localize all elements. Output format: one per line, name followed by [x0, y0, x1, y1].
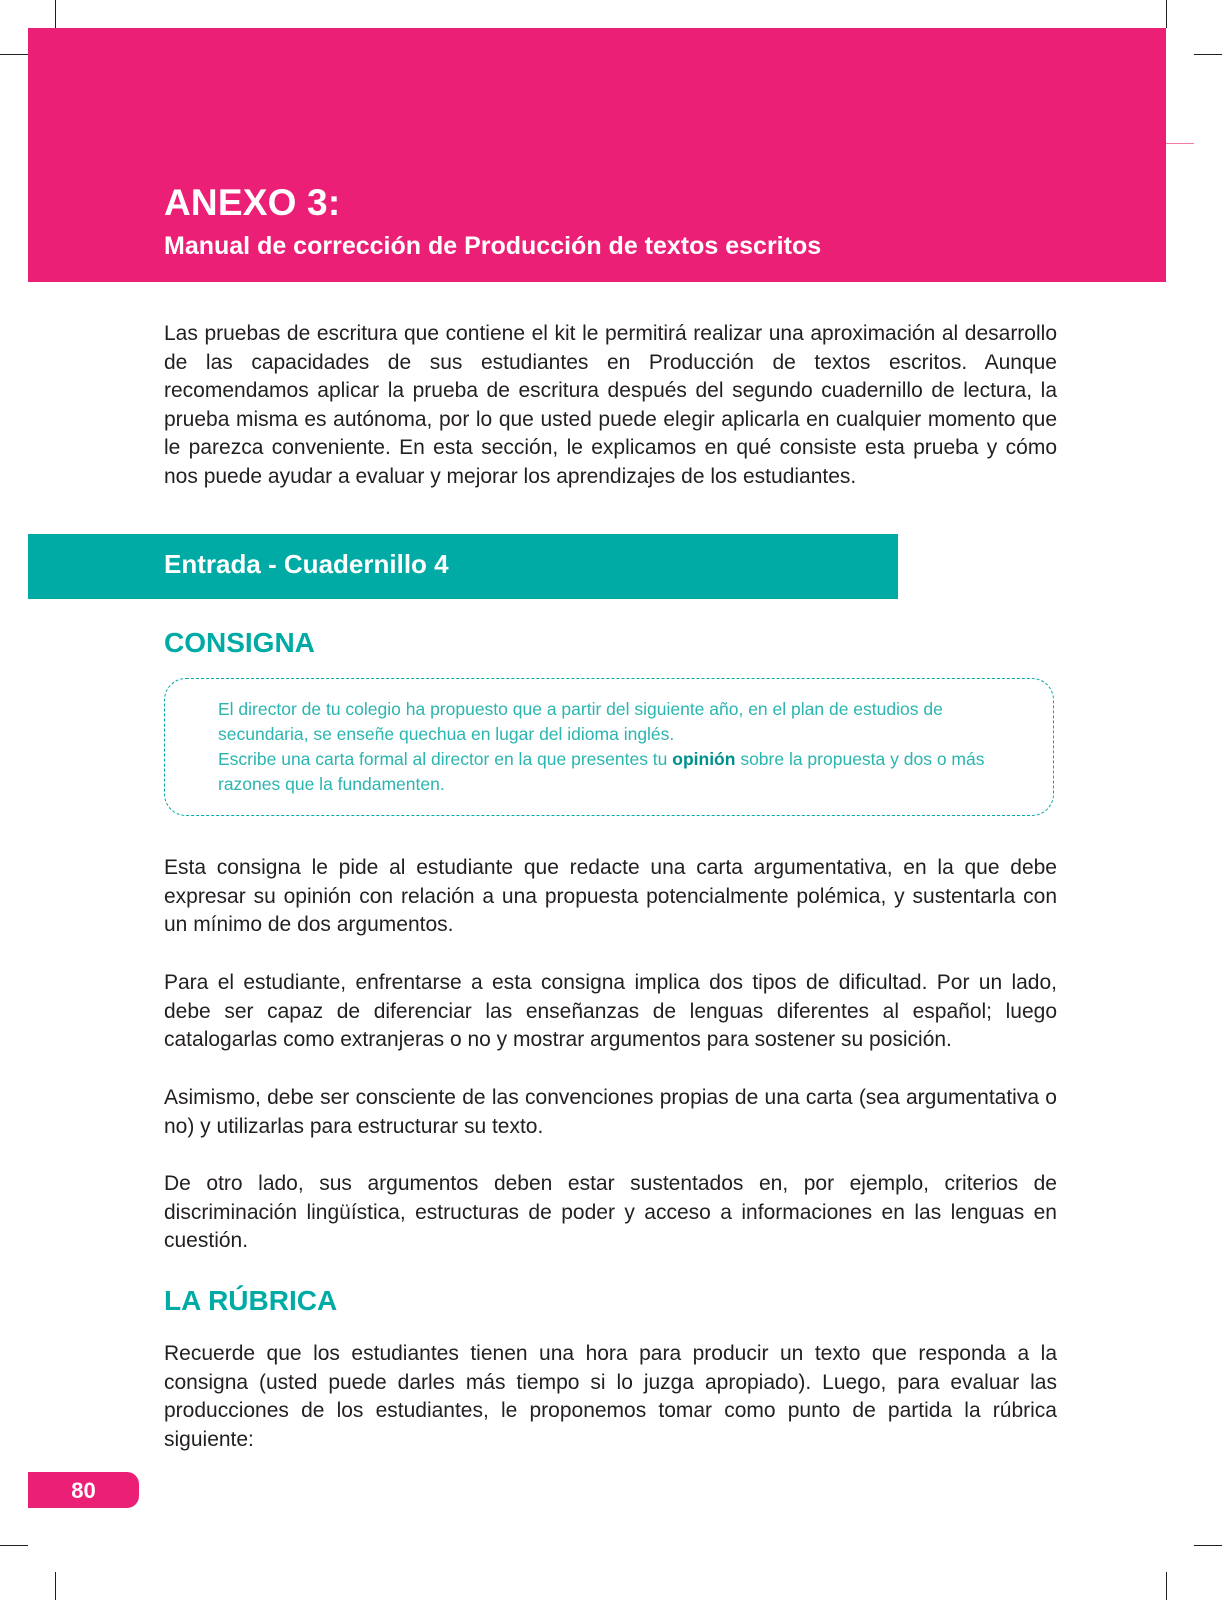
crop-mark — [1166, 1572, 1167, 1600]
prompt-line-2-after: sobre la propuesta y dos o más razones que la fundamenten. — [218, 749, 985, 794]
section-band — [28, 534, 898, 599]
crop-mark — [1166, 143, 1194, 144]
crop-mark — [1194, 54, 1222, 55]
crop-mark — [55, 1572, 56, 1600]
section-title: Entrada - Cuadernillo 4 — [164, 549, 449, 579]
rubrica-heading: LA RÚBRICA — [164, 1285, 338, 1316]
prompt-emphasis: opinión — [672, 749, 736, 769]
rubrica-paragraph: Recuerde que los estudiantes tienen una hora para producir un texto que responda a la consigna (usted puede darles más tiempo si lo juzga apropiado). Luego, para evaluar las producciones de los estudiantes, le proponemos tomar como punto de partida la rúbrica siguiente: — [164, 1342, 1057, 1451]
body-paragraph-4: De otro lado, sus argumentos deben estar sustentados en, por ejemplo, criterios de discriminación lingüística, estructuras de poder y acceso a informaciones en las lenguas en cuestión. — [164, 1172, 1057, 1252]
crop-mark — [0, 54, 28, 55]
prompt-line-1: El director de tu colegio ha propuesto que a partir del siguiente año, en el plan de estudios de secundaria, se enseñe quechua en lugar del idioma inglés. — [218, 699, 943, 744]
crop-mark — [1166, 0, 1167, 28]
consigna-heading: CONSIGNA — [164, 627, 315, 658]
page-number-tab — [28, 1472, 139, 1508]
intro-paragraph: Las pruebas de escritura que contiene el kit le permitirá realizar una aproximación al desarrollo de las capacidades de sus estudiantes en Producción de textos escritos. Aunque recomendamos aplicar la prueba de escritura después del segundo cuadernillo de lectura, la prueba misma es autónoma, por lo que usted puede elegir aplicarla en cualquier momento que le parezca conveniente. En esta sección, le explicamos en qué consiste esta prueba y cómo nos puede ayudar a evaluar y mejorar los aprendizajes de los estudiantes. — [164, 322, 1057, 488]
prompt-box — [164, 678, 1054, 816]
prompt-text — [218, 697, 1008, 797]
body-paragraph-3: Asimismo, debe ser consciente de las convenciones propias de una carta (sea argumentativa o no) y utilizarlas para estructurar su texto. — [164, 1086, 1057, 1138]
crop-mark — [0, 1545, 28, 1546]
body-paragraph-1: Esta consigna le pide al estudiante que redacte una carta argumentativa, en la que debe expresar su opinión con relación a una propuesta potencialmente polémica, y sustentarla con un mínimo de dos argumentos. — [164, 856, 1057, 936]
body-paragraph-2: Para el estudiante, enfrentarse a esta consigna implica dos tipos de dificultad. Por un lado, debe ser capaz de diferenciar las enseñanzas de lenguas diferentes al español; luego catalogarlas como extranjeras o no y mostrar argumentos para sostener su posición. — [164, 971, 1057, 1051]
page-title: ANEXO 3: — [164, 182, 341, 223]
page-subtitle: Manual de corrección de Producción de textos escritos — [164, 232, 822, 260]
crop-mark — [1194, 1545, 1222, 1546]
prompt-line-2-before: Escribe una carta formal al director en la que presentes tu — [218, 749, 673, 769]
crop-mark — [55, 0, 56, 28]
page-number: 80 — [71, 1478, 96, 1503]
